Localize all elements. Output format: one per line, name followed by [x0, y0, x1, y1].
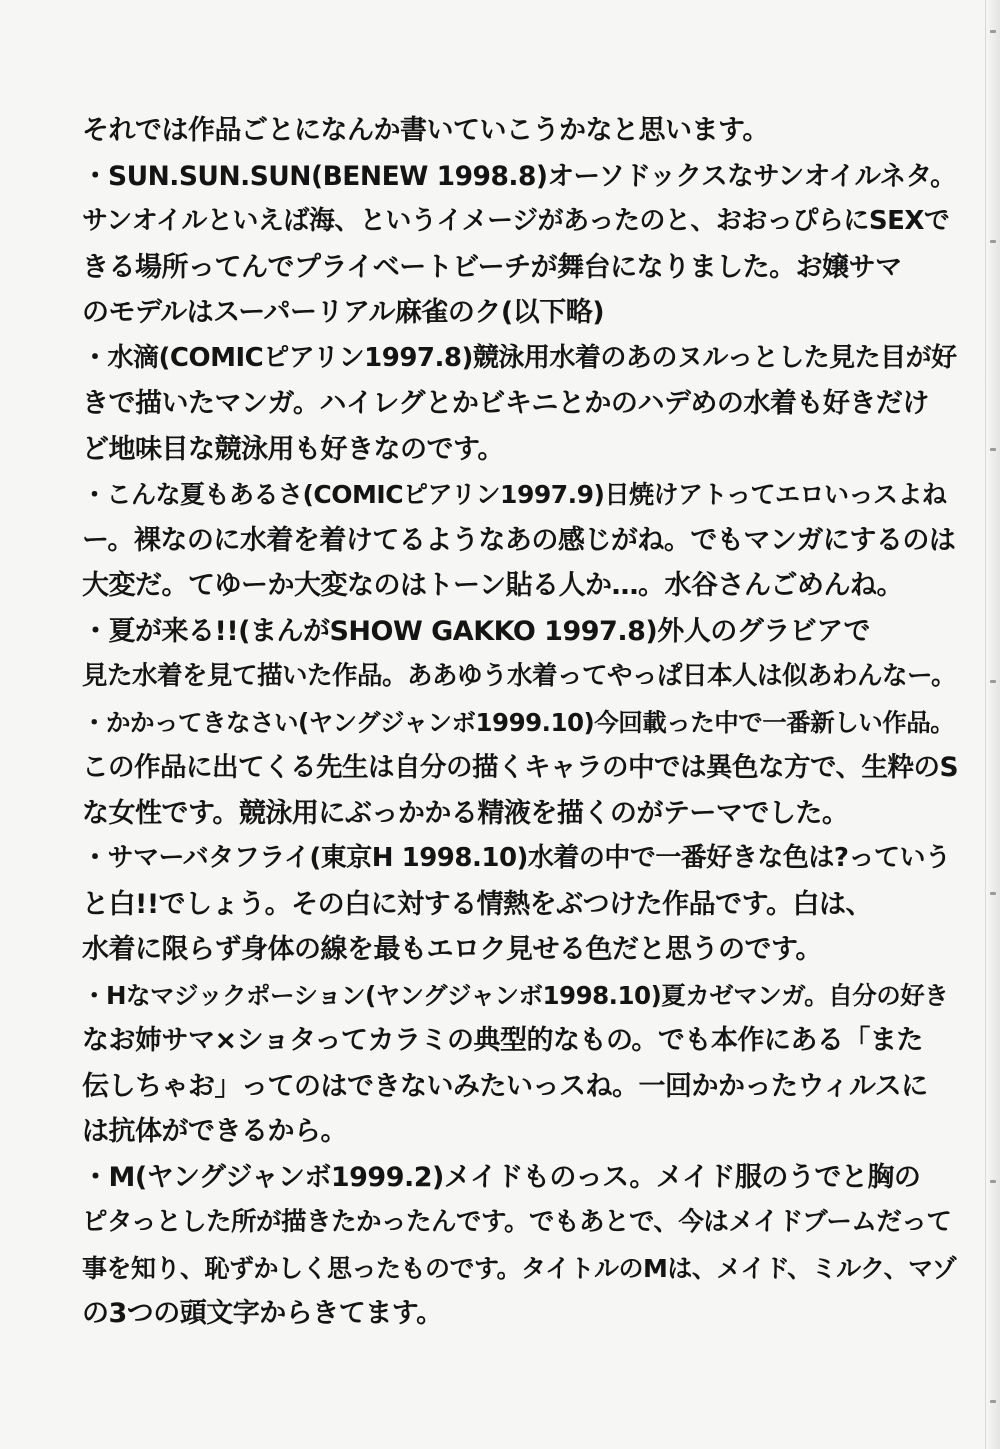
text-line: のモデルはスーパーリアル麻雀のク(以下略) — [82, 297, 605, 328]
edge-mark — [990, 1180, 996, 1183]
text-line: ・SUN.SUN.SUN(BENEW 1998.8)オーソドックスなサンオイルネタ。 — [82, 160, 957, 192]
text-line: 大変だ。てゆーか大変なのはトーン貼る人か…。水谷さんごめんね。 — [82, 570, 903, 601]
text-line: ・夏が来る!!(まんがSHOW GAKKO 1997.8)外人のグラビアで — [82, 615, 871, 647]
text-line: 見た水着を見て描いた作品。ああゆう水着ってやっぱ日本人は似あわんなー。 — [82, 661, 956, 691]
text-line: 水着に限らず身体の線を最もエロク見せる色だと思うのです。 — [82, 934, 822, 965]
edge-mark — [990, 30, 996, 33]
handwritten-text-block — [82, 108, 962, 1337]
text-line: と白!!でしょう。その白に対する情熱をぶつけた作品です。白は、 — [82, 888, 872, 920]
text-line: 伝しちゃお」ってのはできないみたいっスね。一回かかったウィルスに — [82, 1070, 928, 1102]
text-line: ・Hなマジックポーション(ヤングジャンボ1998.10)夏カゼマンガ。自分の好き — [82, 980, 949, 1010]
text-line: は抗体ができるから。 — [82, 1116, 347, 1147]
text-line: ど地味目な競泳用も好きなのです。 — [82, 433, 504, 465]
edge-mark — [990, 892, 996, 895]
text-line: な女性です。競泳用にぶっかかる精液を描くのがテーマでした。 — [82, 797, 849, 829]
text-line: 事を知り、恥ずかしく思ったものです。タイトルのMは、メイド、ミルク、マゾ — [82, 1253, 957, 1283]
text-line: それでは作品ごとになんか書いていこうかなと思います。 — [82, 115, 769, 146]
text-line: サンオイルといえば海、というイメージがあったのと、おおっぴらにSEXで — [82, 206, 950, 236]
text-line: きで描いたマンガ。ハイレグとかビキニとかのハデめの水着も好きだけ — [82, 388, 929, 419]
text-line: ・水滴(COMICピアリン1997.8)競泳用水着のあのヌルっとした見た目が好 — [82, 342, 957, 373]
text-line: なお姉サマ×ショタってカラミの典型的なもの。でも本作にある「また — [82, 1025, 923, 1056]
text-line: ・こんな夏もあるさ(COMICピアリン1997.9)日焼けアトってエロいっスよね — [82, 480, 947, 509]
edge-mark — [990, 680, 996, 683]
text-line: ・かかってきなさい(ヤングジャンボ1999.10)今回載った中で一番新しい作品。 — [82, 707, 955, 737]
text-line: この作品に出てくる先生は自分の描くキャラの中では異色な方で、生粋のS — [82, 752, 959, 783]
text-line: きる場所ってんでプライベートビーチが舞台になりました。お嬢サマ — [82, 251, 902, 283]
edge-mark — [990, 448, 996, 451]
page-edge — [985, 0, 1000, 1449]
text-line: の3つの頭文字からきてます。 — [82, 1298, 443, 1329]
text-line: ・サマーバタフライ(東京H 1998.10)水着の中で一番好きな色は?っていう — [82, 843, 951, 873]
text-line: ー。裸なのに水着を着けてるようなあの感じがね。でもマンガにするのは — [82, 524, 956, 556]
edge-mark — [990, 1400, 996, 1403]
text-line: ・M(ヤングジャンボ1999.2)メイドものっス。メイド服のうでと胸の — [82, 1161, 921, 1193]
text-line: ピタっとした所が描きたかったんです。でもあとで、今はメイドブームだって — [82, 1207, 952, 1237]
edge-mark — [990, 240, 996, 243]
